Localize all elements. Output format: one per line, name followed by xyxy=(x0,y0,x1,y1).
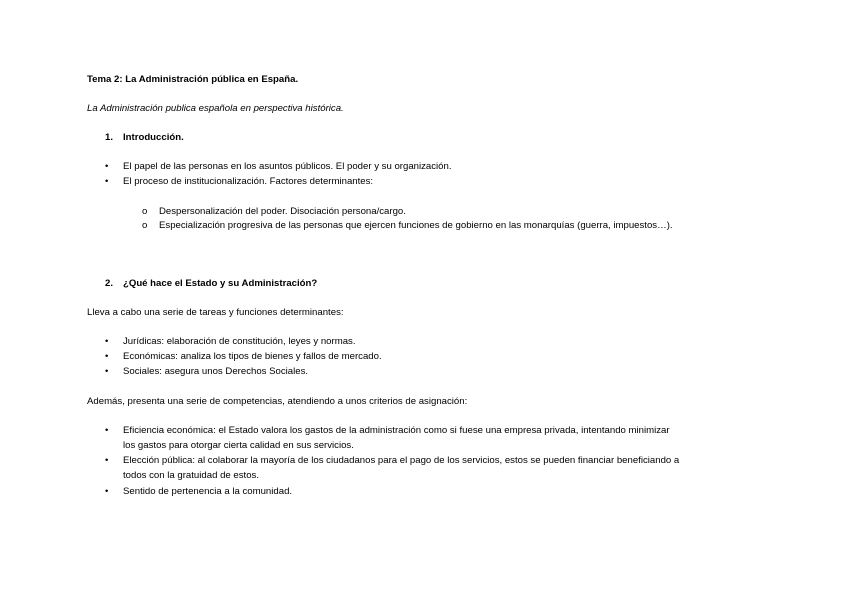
bullet-marker: • xyxy=(105,366,109,377)
bullet-marker: • xyxy=(105,455,109,466)
bullet-marker: • xyxy=(105,351,109,362)
section-1-sub-bullet: Despersonalización del poder. Disociación persona/cargo. xyxy=(159,206,406,217)
sub-bullet-marker: o xyxy=(142,206,148,217)
section-2-bullet-line: Sentido de pertenencia a la comunidad. xyxy=(123,486,293,497)
section-2-bullet-line: Elección pública: al colaborar la mayoría de los ciudadanos para el pago de los servicios, estos se pueden financiar beneficiando a xyxy=(123,455,680,466)
bullet-marker: • xyxy=(105,161,109,172)
section-1-bullet: El papel de las personas en los asuntos públicos. El poder y su organización. xyxy=(123,161,452,172)
sub-bullet-marker: o xyxy=(142,220,148,231)
section-2-bullet: Jurídicas: elaboración de constitución, leyes y normas. xyxy=(123,336,356,347)
section-2-intro-2: Además, presenta una serie de competencias, atendiendo a unos criterios de asignación: xyxy=(87,396,468,407)
bullet-marker: • xyxy=(105,425,109,436)
document-subtitle: La Administración publica española en perspectiva histórica. xyxy=(87,103,344,114)
section-2-number: 2. xyxy=(105,278,114,289)
section-1-sub-bullet: Especialización progresiva de las personas que ejercen funciones de gobierno en las monarquías (guerra, impuestos…). xyxy=(159,220,673,231)
section-2-bullet-line: todos con la gratuidad de estos. xyxy=(123,470,260,481)
bullet-marker: • xyxy=(105,176,109,187)
section-2-intro: Lleva a cabo una serie de tareas y funciones determinantes: xyxy=(87,307,344,318)
section-2-bullet: Sociales: asegura unos Derechos Sociales. xyxy=(123,366,309,377)
bullet-marker: • xyxy=(105,336,109,347)
section-2-bullet-line: Eficiencia económica: el Estado valora los gastos de la administración como si fuese una empresa privada, intentando minimizar xyxy=(123,425,670,436)
section-2-heading: ¿Qué hace el Estado y su Administración? xyxy=(123,278,318,289)
section-1-heading: Introducción. xyxy=(123,132,184,143)
section-2-bullet: Económicas: analiza los tipos de bienes y fallos de mercado. xyxy=(123,351,382,362)
section-1-bullet: El proceso de institucionalización. Factores determinantes: xyxy=(123,176,374,187)
section-2-bullet-line: los gastos para otorgar cierta calidad en sus servicios. xyxy=(123,440,354,451)
bullet-marker: • xyxy=(105,486,109,497)
section-1-number: 1. xyxy=(105,132,114,143)
document-title: Tema 2: La Administración pública en España. xyxy=(87,74,299,85)
